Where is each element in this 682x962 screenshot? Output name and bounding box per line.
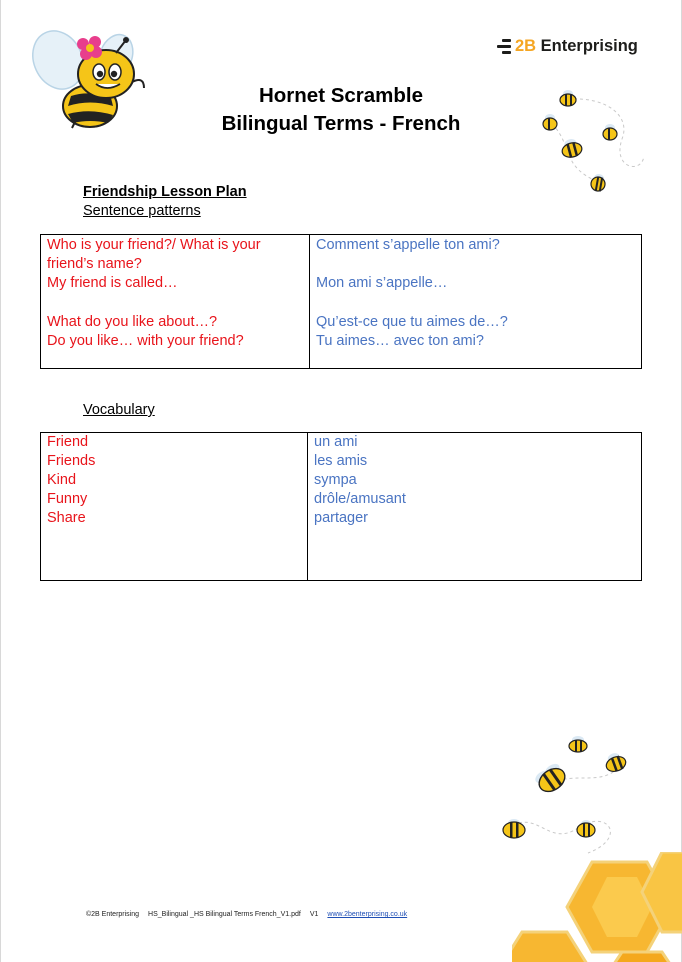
lesson-title: Friendship Lesson Plan: [83, 184, 247, 200]
small-bee-icon: [533, 761, 569, 796]
french-phrase: Mon ami s’appelle…: [316, 275, 448, 291]
french-phrase: Tu aimes… avec ton ami?: [316, 333, 484, 349]
english-word: Funny: [47, 491, 88, 507]
page-footer: [86, 911, 407, 918]
brand-logo-mark-icon: [497, 35, 513, 57]
small-bee-icon: [603, 750, 628, 774]
english-phrase: Do you like… with your friend?: [47, 333, 244, 349]
sentence-patterns-table: [40, 234, 642, 369]
english-word: Friend: [47, 434, 89, 450]
french-column: [308, 433, 641, 580]
french-word: un ami: [314, 434, 358, 450]
brand-name: 2B Enterprising: [515, 36, 638, 55]
small-bee-icon: [560, 90, 576, 106]
small-bee-icon: [569, 736, 587, 752]
small-bee-icon: [577, 820, 595, 837]
english-phrase: What do you like about…?: [47, 314, 218, 330]
bee-cluster-bottom-icon: [488, 728, 648, 858]
french-word: partager: [314, 510, 369, 526]
french-word: drôle/amusant: [314, 491, 406, 507]
french-phrase: Qu’est-ce que tu aimes de…?: [316, 314, 508, 330]
english-word: Friends: [47, 453, 96, 469]
vocabulary-label: Vocabulary: [83, 402, 155, 418]
english-phrase: friend’s name?: [47, 256, 142, 272]
french-word: sympa: [314, 472, 357, 488]
english-phrase: My friend is called…: [47, 275, 178, 291]
french-word: les amis: [314, 453, 368, 469]
page-edge-left: [0, 0, 1, 962]
small-bee-icon: [503, 819, 525, 838]
brand-logo: [497, 34, 638, 58]
small-bee-icon: [590, 173, 607, 192]
french-phrase: Comment s’appelle ton ami?: [316, 237, 500, 253]
english-column: [41, 433, 308, 580]
english-column: [41, 235, 310, 368]
honeycomb-icon: [512, 852, 682, 962]
sentence-patterns-label: Sentence patterns: [83, 203, 201, 219]
footer-version: V1: [309, 911, 319, 918]
english-word: Kind: [47, 472, 77, 488]
vocabulary-table: [40, 432, 642, 581]
english-word: Share: [47, 510, 86, 526]
page-subtitle: Bilingual Terms - French: [221, 112, 461, 135]
small-bee-icon: [603, 124, 617, 140]
footer-copyright: ©2B Enterprising: [86, 911, 140, 918]
small-bee-icon: [543, 114, 557, 130]
page-title: Hornet Scramble: [258, 84, 424, 107]
english-phrase: Who is your friend?/ What is your: [47, 237, 261, 253]
bee-cluster-top-icon: [532, 84, 656, 204]
footer-filename: HS_Bilingual _HS Bilingual Terms French_V1.pdf: [148, 911, 301, 918]
footer-website-link[interactable]: www.2benterprising.co.uk: [327, 911, 408, 918]
french-column: [310, 235, 641, 368]
